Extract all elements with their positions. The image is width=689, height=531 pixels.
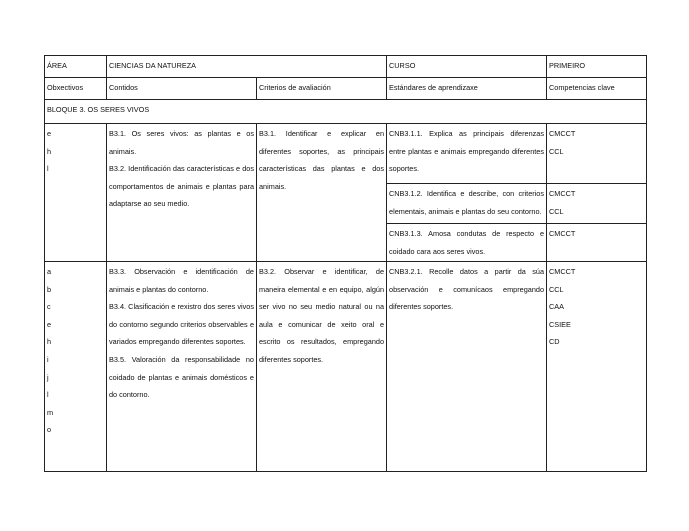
obxectivo-item: l	[47, 390, 49, 400]
section1-row-1	[45, 124, 647, 184]
competencia-item: CMCCT	[549, 189, 576, 198]
curso-value: PRIMEIRO	[547, 56, 647, 78]
obxectivo-item: h	[47, 146, 52, 156]
obxectivo-item: m	[47, 407, 54, 417]
obxectivo-item: a	[47, 267, 52, 276]
contido-item: B3.3. Observación e identificación de animais e plantas do contorno.	[109, 267, 254, 294]
estandar-item: CNB3.2.1. Recolle datos a partir da súa observación e comunícaos empregando diferentes soportes.	[387, 262, 547, 472]
curriculum-table	[44, 55, 647, 472]
criterios-header: Criterios de avaliación	[257, 78, 387, 100]
section1-obxectivos	[45, 124, 107, 262]
section2-obxectivos	[45, 262, 107, 472]
obxectivo-item: h	[47, 337, 52, 347]
competencia-item: CMCCT	[549, 129, 576, 138]
contido-item: B3.1. Os seres vivos: as plantas e os animais.	[109, 129, 254, 156]
obxectivo-item: c	[47, 302, 51, 312]
competencia-item: CAA	[549, 302, 565, 312]
obxectivo-item: e	[47, 129, 52, 138]
section2-criterios: B3.2. Observar e identificar, de maneira elemental e en equipo, algún ser vivo no seu medio natural ou na aula e comunicar de xeito oral e escrito os resultados, empregando diferentes soportes.	[257, 262, 387, 472]
obxectivo-item: o	[47, 425, 52, 435]
area-value: CIENCIAS DA NATUREZA	[107, 56, 387, 78]
obxectivo-item: e	[47, 319, 52, 329]
section2-contidos	[107, 262, 257, 472]
competencia-item: CD	[549, 337, 560, 347]
area-label: ÁREA	[45, 56, 107, 78]
obxectivo-item: j	[47, 372, 49, 382]
estandar-item: CNB3.1.2. Identifica e describe, con criterios elementais, animais e plantas do seu contorno.	[387, 184, 547, 224]
contido-item: B3.2. Identificación das características e dos comportamentos de animais e plantas para adaptarse ao seu medio.	[109, 164, 254, 209]
competencia-item: CMCCT	[549, 229, 576, 238]
obxectivo-item: b	[47, 284, 52, 294]
section2-row	[45, 262, 647, 472]
competencia-item: CSIEE	[549, 319, 571, 329]
contido-item: B3.4. Clasificación e rexistro dos seres vivos do contorno segundo criterios observables e variados empregando diferentes soportes.	[109, 302, 254, 347]
competencia-item: CCL	[549, 206, 564, 216]
competencias-header: Competencias clave	[547, 78, 647, 100]
estandar-item: CNB3.1.1. Explica as principais diferenzas entre plantas e animais empregando diferentes soportes.	[387, 124, 547, 184]
estandares-header: Estándares de aprendizaxe	[387, 78, 547, 100]
contidos-header: Contidos	[107, 78, 257, 100]
bloque-row	[45, 100, 647, 124]
competencia-item: CMCCT	[549, 267, 576, 276]
section1-contidos	[107, 124, 257, 262]
bloque-title: BLOQUE 3. OS SERES VIVOS	[45, 100, 647, 124]
competencias-cell	[547, 262, 647, 472]
contido-item: B3.5. Valoración da responsabilidade no coidado de plantas e animais domésticos e do contorno.	[109, 354, 254, 400]
header-row-area	[45, 56, 647, 78]
competencias-cell	[547, 224, 647, 262]
obxectivo-item: i	[47, 354, 49, 364]
estandar-item: CNB3.1.3. Amosa condutas de respecto e coidado cara aos seres vivos.	[387, 224, 547, 262]
competencias-cell	[547, 184, 647, 224]
header-row-columns	[45, 78, 647, 100]
obxectivos-header: Obxectivos	[45, 78, 107, 100]
competencias-cell	[547, 124, 647, 184]
curso-label: CURSO	[387, 56, 547, 78]
competencia-item: CCL	[549, 146, 564, 156]
section1-criterios: B3.1. Identificar e explicar en diferentes soportes, as principais características das plantas e dos animais.	[257, 124, 387, 262]
obxectivo-item: l	[47, 164, 49, 174]
competencia-item: CCL	[549, 284, 564, 294]
